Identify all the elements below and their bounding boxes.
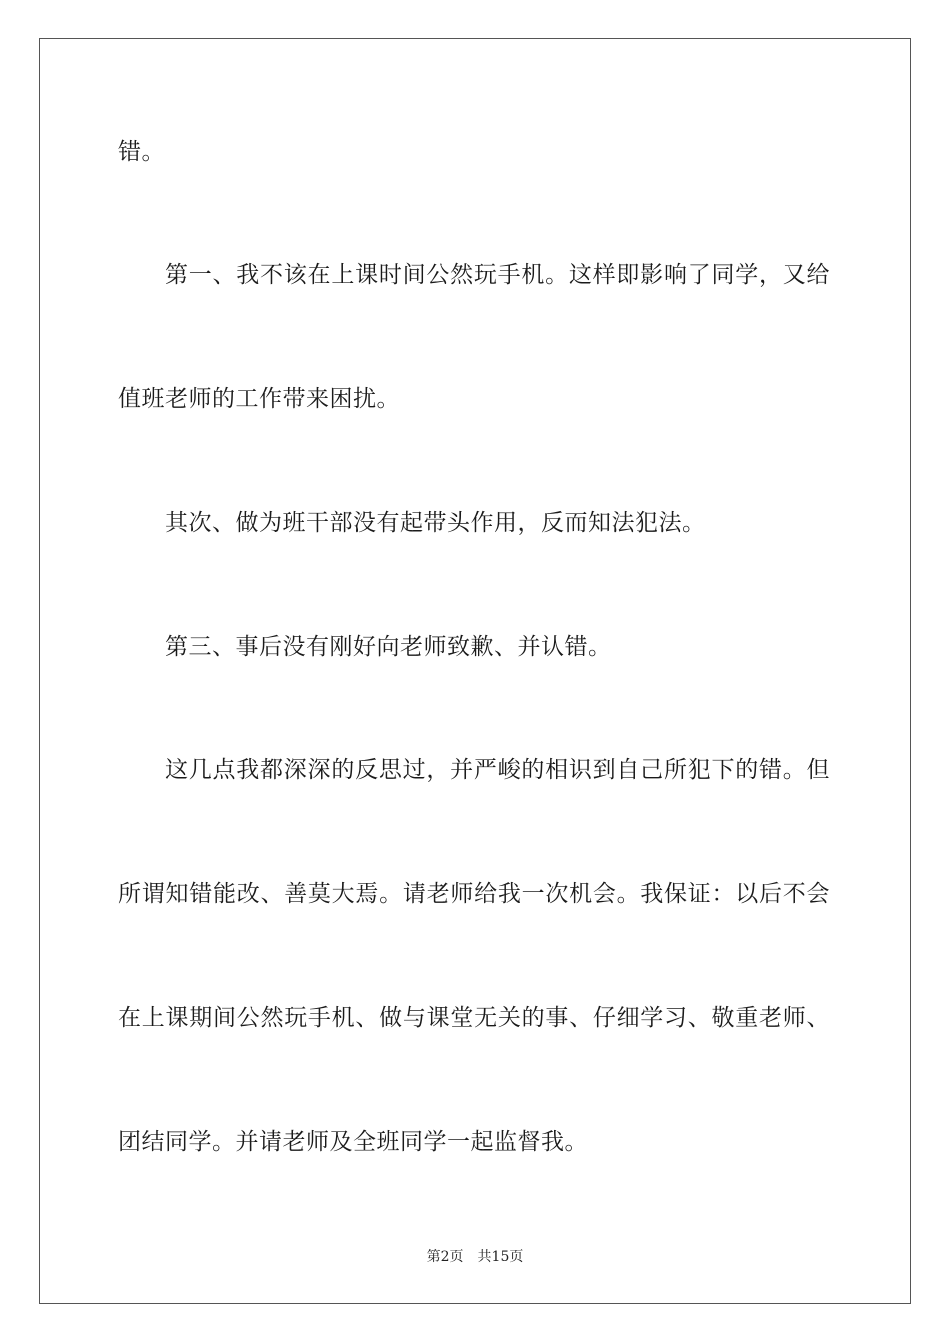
text-line: 错。 — [118, 139, 165, 165]
text-line: 在上课期间公然玩手机、做与课堂无关的事、仔细学习、敬重老师、 — [118, 1005, 830, 1031]
text-line: 第三、事后没有刚好向老师致歉、并认错。 — [165, 634, 612, 660]
text-line: 所谓知错能改、善莫大焉。请老师给我一次机会。我保证：以后不会 — [118, 881, 830, 907]
text-line: 值班老师的工作带来困扰。 — [118, 386, 400, 412]
page-total: 共15页 — [477, 1249, 524, 1265]
page-number: 第2页 — [426, 1249, 464, 1265]
text-line: 其次、做为班干部没有起带头作用，反而知法犯法。 — [165, 510, 706, 536]
text-line: 第一、我不该在上课时间公然玩手机。这样即影响了同学，又给 — [165, 262, 830, 288]
text-line: 团结同学。并请老师及全班同学一起监督我。 — [118, 1129, 588, 1155]
page-frame — [39, 38, 911, 1304]
text-line: 这几点我都深深的反思过，并严峻的相识到自己所犯下的错。但 — [165, 757, 830, 783]
page-footer — [0, 1248, 950, 1266]
